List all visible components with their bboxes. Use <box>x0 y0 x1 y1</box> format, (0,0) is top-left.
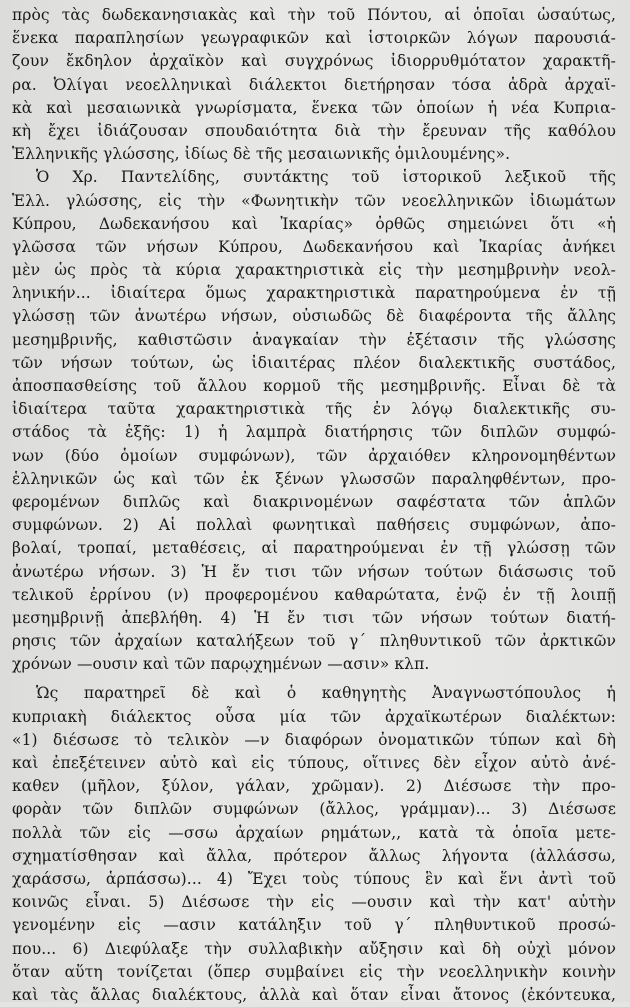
text-line: καθεν (μῆλον, ξύλον, γάλαν, χρῶμαν). 2) Διέσωσε τὴν προ- <box>12 777 616 796</box>
text-line: γενομένην εἰς —ασιν κατάληξιν τοῦ γ΄ πληθυντικοῦ προσώ- <box>12 916 616 935</box>
text-line: γλώσσῃ τῶν ἀνωτέρω νήσων, οὐσιωδῶς δὲ διαφέροντα τῆς ἄλλης <box>12 307 616 326</box>
text-line: κὴ ἔχει ἰδιάζουσαν σπουδαιότητα διὰ τὴν ἔρευναν τῆς καθόλου <box>12 121 616 140</box>
text-line: κὰ καὶ μεσαιωνικὰ γνωρίσματα, ἕνεκα τῶν ὁποίων ἡ νέα Κυπρια- <box>12 98 616 117</box>
text-line: τῶν νήσων τούτων, ὡς ἰδιαιτέρας πλέον διαλεκτικῆς συστάδος, <box>12 353 616 372</box>
text-line: που... 6) Διεφύλαξε τὴν συλλαβικὴν αὔξησιν καὶ δὴ οὐχὶ μόνον <box>12 939 616 958</box>
text-line: ὅταν αὕτη τονίζεται (ὅπερ συμβαίνει εἰς τὴν νεοελληνικὴν κοινὴν <box>12 962 616 981</box>
text-line: φερομένων διπλῶς καὶ διακρινομένων σαφέστατα τῶν ἁπλῶν <box>12 492 616 511</box>
paragraph-3 <box>12 682 616 1007</box>
text-line: ἑλληνικῶν ὡς καὶ τῶν ἐκ ξένων γλωσσῶν παραληφθέντων, προ- <box>12 469 616 488</box>
text-line: ζουν ἔκδηλον ἀρχαϊκὸν καὶ συγχρόνως ἰδιορρυθμότατον χαρακτῆ- <box>12 52 616 71</box>
text-line: ληνικήν... ἰδιαίτερα ὅμως χαρακτηριστικὰ παρατηρούμενα ἐν τῇ <box>12 284 616 303</box>
text-line: κοινῶς εἶναι. 5) Διέσωσε τὴν εἰς —ουσιν καὶ τὴν κατ' αὐτὴν <box>12 893 616 912</box>
text-line: μὲν ὡς πρὸς τὰ κύρια χαρακτηριστικὰ εἰς τὴν μεσημβρινὴν νεολ- <box>12 261 616 280</box>
text-line: κυπριακὴ διάλεκτος οὖσα μία τῶν ἀρχαϊκωτέρων διαλέκτων: <box>12 707 616 726</box>
text-line: ἕνεκα παραπλησίων γεωγραφικῶν καὶ ἱστοιρκῶν λόγων παρουσιά- <box>12 29 616 48</box>
text-line: χαράσσω, ἁρπάσσω)... 4) Ἔχει τοὺς τύπους ἓν καὶ ἕνι ἀντὶ τοῦ <box>12 869 616 888</box>
text-line: σχηματίσθησαν καὶ ἄλλα, πρότερον ἄλλως λήγοντα (ἀλλάσσω, <box>12 846 616 865</box>
text-line: μεσημβρινῆς, καθιστῶσιν ἀναγκαίαν τὴν ἐξέτασιν τῆς γλώσσης <box>12 330 616 349</box>
text-line: βολαί, τροπαί, μεταθέσεις, αἱ παρατηρούμεναι ἐν τῇ γλώσσῃ τῶν <box>12 539 616 558</box>
text-line: νων (δύο ὁμοίων συμφώνων), τῶν ἀρχαιόθεν κληρονομηθέντων <box>12 446 616 465</box>
text-line: πρὸς τὰς δωδεκανησιακὰς καὶ τὴν τοῦ Πόντου, αἱ ὁποῖαι ὡσαύτως, <box>12 6 616 24</box>
text-line: «1) διέσωσε τὸ τελικὸν —ν διαφόρων ὀνοματικῶν τύπων καὶ δὴ <box>12 730 616 749</box>
text-line: ἀνωτέρω νήσων. 3) Ἡ ἔν τισι τῶν νήσων τούτων διάσωσις τοῦ <box>12 562 616 581</box>
paragraph-2 <box>12 166 616 676</box>
text-line: Κύπρου, Δωδεκανήσου καὶ Ἰκαρίας» ὀρθῶς σημειώνει ὅτι «ἡ <box>12 214 616 233</box>
text-line: ρησις τῶν ἀρχαίων καταλήξεων τοῦ γ΄ πληθυντικοῦ τῶν ἀρκτικῶν <box>12 632 616 651</box>
text-line: Ὡς παρατηρεῖ δὲ καὶ ὁ καθηγητὴς Ἀναγνωστόπουλος ἡ <box>36 684 616 703</box>
text-line: γλῶσσα τῶν νήσων Κύπρου, Δωδεκανήσου καὶ Ἰκαρίας ἀνήκει <box>12 237 616 256</box>
text-line: ἰδιαίτερα ταῦτα χαρακτηριστικὰ τῆς ἐν λόγῳ διαλεκτικῆς συ- <box>12 400 616 419</box>
text-line: ἀποσπασθείσης τοῦ ἄλλου κορμοῦ τῆς μεσημβρινῆς. Εἶναι δὲ τὰ <box>12 377 616 395</box>
text-line: Ἑλληνικῆς γλώσσης, ἰδίως δὲ τῆς μεσαιωνικῆς ὁμιλουμένης». <box>12 145 511 164</box>
text-line: καὶ τὰς ἄλλας διαλέκτους, ἀλλὰ καὶ ὅταν εἶναι ἄτονος (ἐκόντευκα, <box>12 985 616 1004</box>
text-line: φορὰν τῶν διπλῶν συμφώνων (ἄλλος, γράμμαν)... 3) Διέσωσε <box>12 800 616 819</box>
text-line: καὶ ἐπεξέτεινεν αὐτὸ καὶ εἰς τύπους, οἵτινες δὲν εἶχον αὐτὸ ἀνέ- <box>12 754 616 772</box>
paragraph-1 <box>12 4 616 166</box>
text-line: συμφώνων. 2) Αἱ πολλαὶ φωνητικαὶ παθήσεις συμφώνων, ἀπο- <box>12 516 616 535</box>
text-line: Ὁ Χρ. Παντελίδης, συντάκτης τοῦ ἱστορικοῦ λεξικοῦ τῆς <box>36 168 616 187</box>
text-line: χρόνων —ουσιν καὶ τῶν παρῳχημένων —ασιν» κλπ. <box>12 655 430 674</box>
text-line: στάδος τὰ ἑξῆς: 1) ἡ λαμπρὰ διατήρησις τῶν διπλῶν συμφώ- <box>12 423 616 442</box>
text-line: πολλὰ τῶν εἰς —σσω ἀρχαίων ρημάτων,, κατὰ τὰ ὁποῖα μετε- <box>12 823 616 842</box>
text-line: Ἑλλ. γλώσσης, εἰς τὴν «Φωνητικὴν τῶν νεοελληνικῶν ἰδιωμάτων <box>12 191 616 210</box>
text-line: ρα. Ὀλίγαι νεοελληνικαὶ διάλεκτοι διετήρησαν τόσα ἁδρὰ ἀρχαϊ- <box>12 75 616 94</box>
text-line: μεσημβρινῇ ἀπεβλήθη. 4) Ἡ ἔν τισι τῶν νήσων τούτων διατή- <box>12 608 616 627</box>
text-line: τελικοῦ ἐρρίνου (ν) προφερομένου καθαρώτατα, ἐνῷ ἐν τῇ λοιπῇ <box>12 585 616 604</box>
